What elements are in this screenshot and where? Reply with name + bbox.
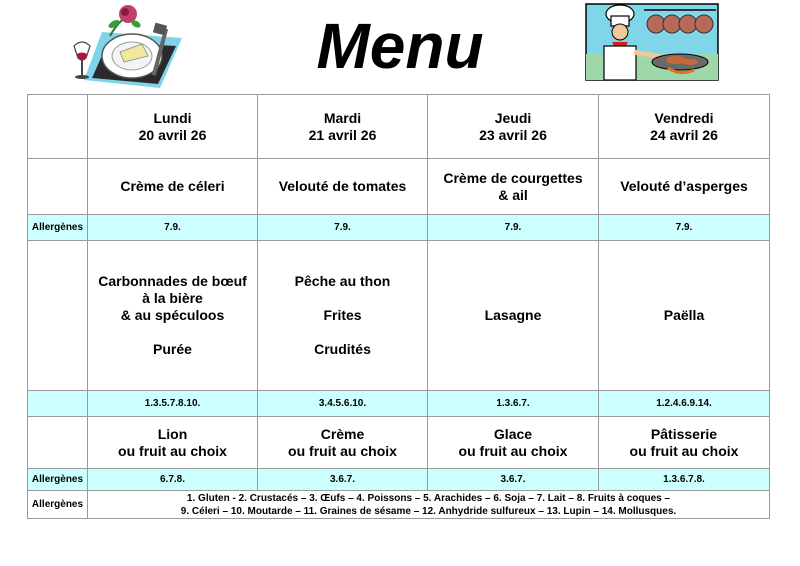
dessert-alt: ou fruit au choix	[118, 442, 227, 459]
allergen-codes: 7.9.	[258, 215, 428, 241]
dessert-alt: ou fruit au choix	[629, 442, 739, 459]
main-dish-line: Lasagne	[484, 307, 542, 323]
day-name: Mardi	[323, 109, 362, 126]
dining-plate-wine-icon	[64, 2, 188, 92]
main-dish-line: & au spéculoos	[120, 307, 225, 323]
dessert-cell	[258, 417, 428, 469]
main-dish-cell	[599, 241, 770, 391]
main-allergen-label-cell	[28, 391, 88, 417]
day-date: 20 avril 26	[138, 126, 207, 143]
soup-cell	[599, 159, 770, 215]
allergen-label: Allergènes	[28, 469, 88, 491]
page-title: Menu	[316, 10, 484, 82]
side-dish: Frites	[323, 307, 362, 323]
dessert-alt: ou fruit au choix	[458, 442, 568, 459]
dessert-row	[28, 417, 770, 469]
soup-cell	[88, 159, 258, 215]
allergen-codes: 3.6.7.	[258, 469, 428, 491]
day-date: 24 avril 26	[650, 126, 718, 143]
side-dish: Crudités	[314, 341, 371, 357]
allergen-legend-line: 9. Céleri – 10. Moutarde – 11. Graines de sésame – 12. Anhydride sulfureux – 13. Lupin – 14. Mollusques.	[180, 505, 677, 517]
allergen-codes: 7.9.	[599, 215, 770, 241]
dessert-label-cell	[28, 417, 88, 469]
day-header-2	[258, 95, 428, 159]
main-dish-line: Carbonnades de bœuf	[98, 273, 247, 289]
soup-row	[28, 159, 770, 215]
main-allergen-row	[28, 391, 770, 417]
allergen-label: Allergènes	[28, 215, 88, 241]
allergen-codes: 1.3.5.7.8.10.	[88, 391, 258, 417]
main-dish-line: à la bière	[142, 290, 203, 306]
day-name: Vendredi	[654, 109, 714, 126]
weekly-menu-table	[27, 94, 770, 519]
dessert-name: Glace	[493, 425, 533, 442]
dessert-name: Crème	[320, 425, 365, 442]
allergen-codes: 1.3.6.7.	[428, 391, 599, 417]
soup-label-cell	[28, 159, 88, 215]
soup-name-cont: & ail	[498, 186, 528, 203]
allergen-codes: 6.7.8.	[88, 469, 258, 491]
main-label-cell	[28, 241, 88, 391]
main-dish-line: Paëlla	[663, 307, 705, 323]
dessert-allergen-row	[28, 469, 770, 491]
day-name: Lundi	[153, 109, 192, 126]
day-date: 23 avril 26	[479, 126, 547, 143]
allergen-legend-row	[28, 491, 770, 519]
allergen-codes: 3.4.5.6.10.	[258, 391, 428, 417]
allergen-codes: 1.2.4.6.9.14.	[599, 391, 770, 417]
allergen-label: Allergènes	[28, 491, 88, 519]
main-dish-cell	[258, 241, 428, 391]
allergen-legend	[88, 491, 770, 519]
header-row	[28, 95, 770, 159]
soup-allergen-row	[28, 215, 770, 241]
dessert-name: Lion	[157, 425, 188, 442]
allergen-legend-line: 1. Gluten - 2. Crustacés – 3. Œufs – 4. Poissons – 5. Arachides – 6. Soja – 7. Lait – 8. Fruits à coques –	[186, 492, 671, 504]
day-header-1	[88, 95, 258, 159]
corner-cell	[28, 95, 88, 159]
main-dish-cell	[428, 241, 599, 391]
main-dish-line: Pêche au thon	[294, 273, 391, 289]
soup-cell	[258, 159, 428, 215]
allergen-codes: 7.9.	[88, 215, 258, 241]
main-dish-cell	[88, 241, 258, 391]
soup-name: Crème de courgettes	[443, 169, 583, 186]
dessert-alt: ou fruit au choix	[288, 442, 397, 459]
dessert-cell	[88, 417, 258, 469]
allergen-codes: 7.9.	[428, 215, 599, 241]
day-date: 21 avril 26	[308, 126, 377, 143]
soup-cell	[428, 159, 599, 215]
dessert-cell	[599, 417, 770, 469]
soup-name: Velouté de tomates	[278, 178, 407, 194]
dessert-cell	[428, 417, 599, 469]
day-name: Jeudi	[494, 109, 532, 126]
dessert-name: Pâtisserie	[650, 425, 718, 442]
soup-name: Velouté d’asperges	[620, 178, 748, 194]
chef-cooking-icon	[584, 2, 720, 82]
allergen-codes: 1.3.6.7.8.	[599, 469, 770, 491]
main-dish-row	[28, 241, 770, 391]
soup-name: Crème de céleri	[120, 178, 225, 194]
day-header-3	[428, 95, 599, 159]
side-dish: Purée	[153, 341, 192, 357]
allergen-codes: 3.6.7.	[428, 469, 599, 491]
day-header-4	[599, 95, 770, 159]
